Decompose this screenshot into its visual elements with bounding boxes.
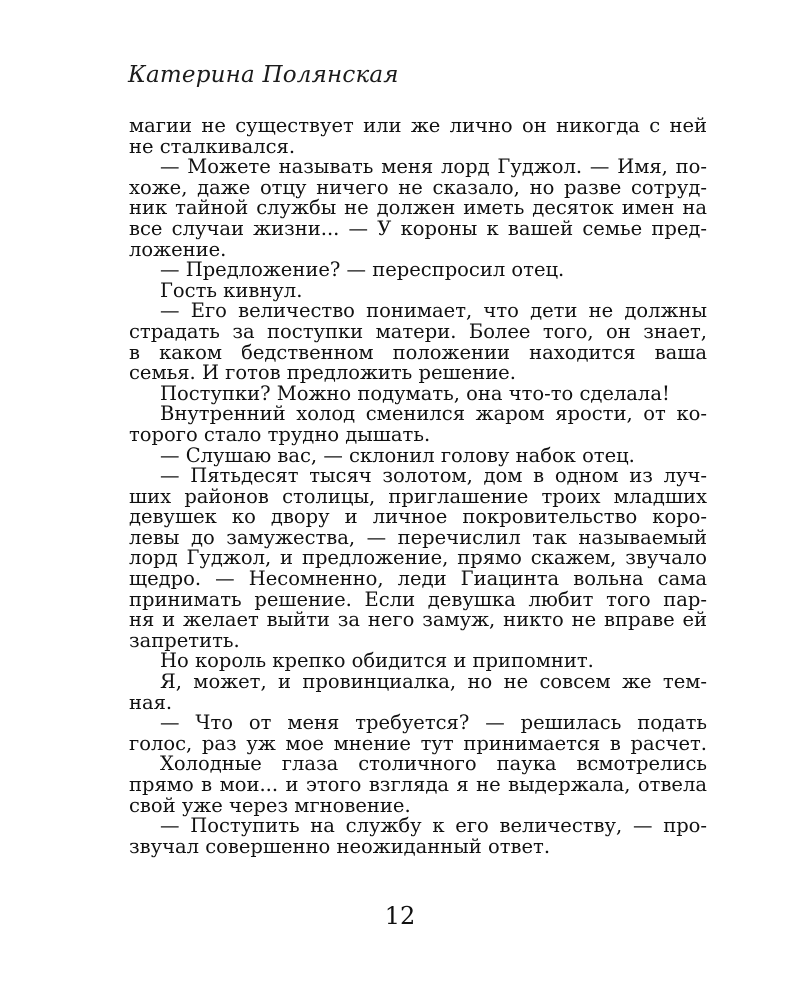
text-line: — Его величество понимает, что дети не должны <box>160 299 707 323</box>
text-line: левы до замужества, — перечислил так называемый <box>129 525 707 549</box>
text-line: ших районов столицы, приглашение троих младших <box>129 484 707 508</box>
page-number: 12 <box>384 902 416 930</box>
text-line: — Поступить на службу к его величеству, — про- <box>160 814 707 838</box>
text-line: щедро. — Несомненно, леди Гиацинта вольна сама <box>129 567 707 591</box>
text-line: Я, может, и провинциалка, но не совсем же тем- <box>160 670 707 694</box>
text-line: свой уже через мгновение. <box>129 793 411 817</box>
text-line: в каком бедственном положении находится ваша <box>129 340 707 364</box>
text-line: не сталкивался. <box>129 134 296 158</box>
text-line: Но король крепко обидится и припомнит. <box>160 649 594 673</box>
text-line: звучал совершенно неожиданный ответ. <box>129 834 551 858</box>
text-line: Гость кивнул. <box>160 278 303 302</box>
text-line: принимать решение. Если девушка любит того пар- <box>129 587 707 611</box>
text-line: — Предложение? — переспросил отец. <box>160 258 565 282</box>
text-line: торого стало трудно дышать. <box>129 422 431 446</box>
running-header-author: Катерина Полянская <box>128 62 399 88</box>
text-line: девушек ко двору и личное покровительство коро- <box>129 505 707 529</box>
text-line: — Слушаю вас, — склонил голову набок отец. <box>160 443 635 467</box>
text-line: — Что от меня требуется? — решилась подать <box>160 711 707 735</box>
text-line: — Пятьдесят тысяч золотом, дом в одном из луч- <box>160 464 707 488</box>
text-line: Холодные глаза столичного паука всмотрелись <box>160 752 707 776</box>
text-line: голос, раз уж мое мнение тут принимается в расчет. <box>129 731 707 755</box>
body-text <box>129 116 707 857</box>
text-line: ная. <box>129 690 173 714</box>
text-line: страдать за поступки матери. Более того, он знает, <box>129 319 707 343</box>
text-line: все случаи жизни... — У короны к вашей семье пред- <box>129 216 707 240</box>
text-line: ник тайной службы не должен иметь десяток имен на <box>129 196 707 220</box>
text-line: Внутренний холод сменился жаром ярости, от ко- <box>160 402 707 426</box>
text-line: магии не существует или же лично он никогда с ней <box>129 114 707 137</box>
text-line: лорд Гуджол, и предложение, прямо скажем, звучало <box>129 546 707 570</box>
text-line: ня и желает выйти за него замуж, никто не вправе ей <box>129 608 707 632</box>
text-line: ложение. <box>129 237 227 261</box>
text-line: семья. И готов предложить решение. <box>129 361 516 385</box>
text-line: запретить. <box>129 628 240 652</box>
text-line: хоже, даже отцу ничего не сказало, но разве сотруд- <box>129 175 707 199</box>
text-line: прямо в мои... и этого взгляда я не выдержала, отвела <box>129 773 707 796</box>
text-line: — Можете называть меня лорд Гуджол. — Имя, по- <box>160 155 707 179</box>
text-line: Поступки? Можно подумать, она что-то сделала! <box>160 381 670 405</box>
